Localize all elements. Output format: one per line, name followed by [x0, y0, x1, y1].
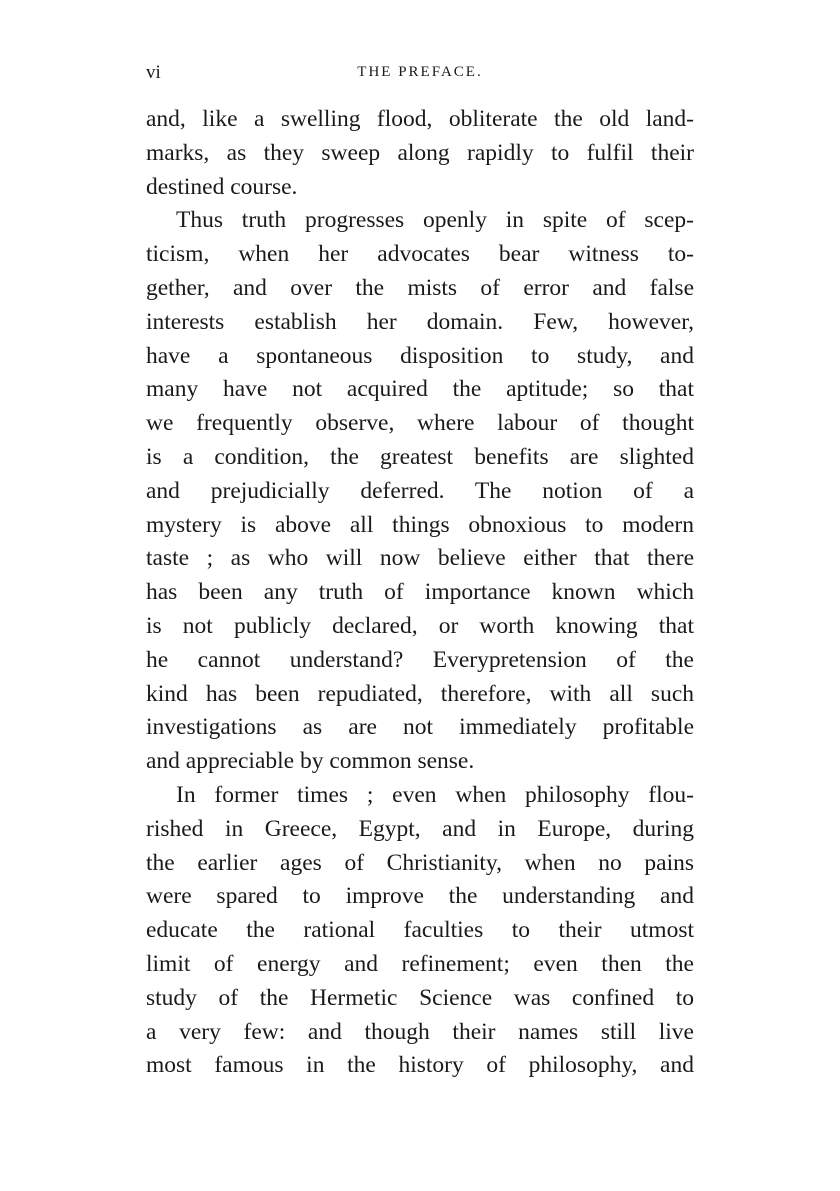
text-line: In former times ; even when philosophy flou-	[176, 781, 694, 808]
text-line: and prejudicially deferred. The notion of a	[146, 477, 694, 504]
text-line: were spared to improve the understanding and	[146, 883, 694, 910]
text-line: ticism, when her advocates bear witness to-	[146, 241, 694, 268]
text-line: have a spontaneous disposition to study, and	[146, 342, 694, 369]
page-number: vi	[146, 62, 161, 83]
body-text	[146, 103, 694, 1083]
text-line: destined course.	[146, 173, 298, 200]
text-line: gether, and over the mists of error and false	[146, 274, 694, 301]
paragraph	[146, 779, 694, 1083]
running-head-title: THE PREFACE.	[357, 64, 483, 80]
text-line: rished in Greece, Egypt, and in Europe, during	[146, 815, 694, 842]
text-line: study of the Hermetic Science was confined to	[146, 984, 694, 1011]
text-line: limit of energy and refinement; even then the	[146, 950, 694, 977]
text-line: many have not acquired the aptitude; so that	[146, 376, 694, 403]
text-line: we frequently observe, where labour of thought	[146, 410, 694, 437]
text-line: Thus truth progresses openly in spite of scep-	[176, 207, 694, 234]
text-line: the earlier ages of Christianity, when no pains	[146, 849, 694, 876]
text-line: most famous in the history of philosophy, and	[146, 1052, 694, 1079]
text-line: educate the rational faculties to their utmost	[146, 917, 694, 944]
text-line: kind has been repudiated, therefore, with all such	[146, 680, 694, 707]
text-line: he cannot understand? Everypretension of the	[146, 646, 694, 673]
text-line: interests establish her domain. Few, however,	[146, 308, 694, 335]
text-line: and appreciable by common sense.	[146, 748, 475, 775]
text-line: has been any truth of importance known which	[146, 579, 694, 606]
paragraph	[146, 103, 694, 204]
text-line: marks, as they sweep along rapidly to fulfil their	[146, 139, 694, 166]
text-line: a very few: and though their names still live	[146, 1018, 694, 1045]
text-line: mystery is above all things obnoxious to modern	[146, 511, 694, 538]
paragraph	[146, 204, 694, 779]
text-line: taste ; as who will now believe either that there	[146, 545, 694, 572]
running-head	[146, 62, 694, 88]
text-line: is a condition, the greatest benefits are slighted	[146, 443, 694, 470]
text-line: investigations as are not immediately profitable	[146, 714, 694, 741]
text-line: is not publicly declared, or worth knowing that	[146, 612, 694, 639]
text-line: and, like a swelling flood, obliterate the old land-	[146, 106, 694, 132]
